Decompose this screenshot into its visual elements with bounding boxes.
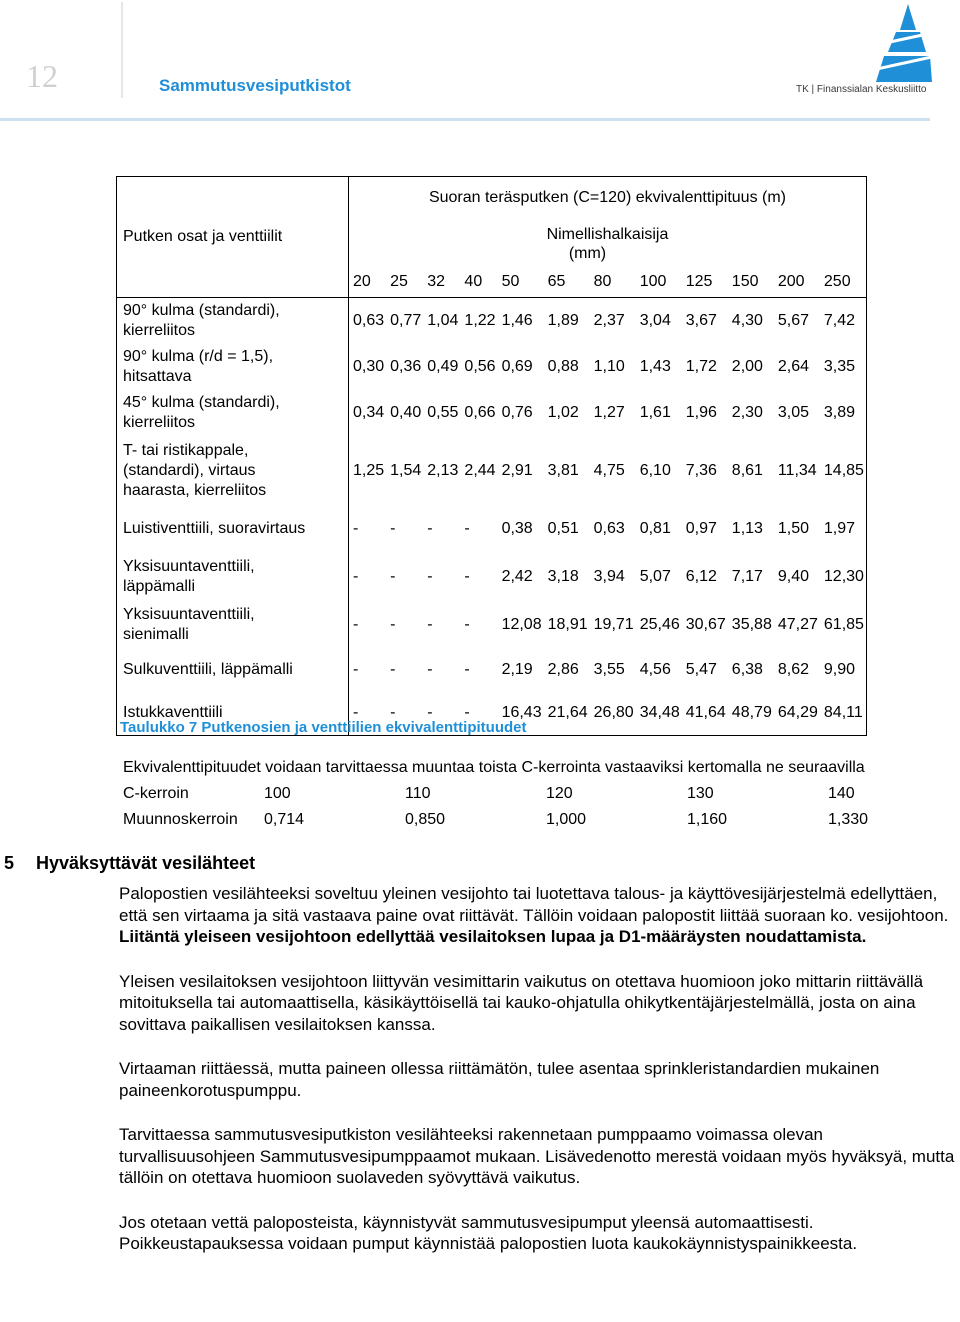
table-cell: 0,51 xyxy=(547,519,579,537)
table-cell: - xyxy=(390,660,396,678)
table-cell: 1,54 xyxy=(390,461,422,479)
table-cell: - xyxy=(464,519,470,537)
table-cell: 1,04 xyxy=(423,298,460,344)
table-cell: 64,29 xyxy=(774,692,820,736)
row-label xyxy=(117,648,349,692)
row-label xyxy=(117,390,349,436)
table-cell: - xyxy=(427,519,433,537)
c-factor-value: 100 xyxy=(264,785,291,802)
table-row xyxy=(117,436,867,506)
diameter-value: 32 xyxy=(427,273,446,291)
table-caption: Taulukko 7 Putkenosien ja venttiilien ekvivalenttipituudet xyxy=(120,719,527,736)
table-cell: - xyxy=(464,660,470,678)
c-factor-label: C-kerroin xyxy=(123,785,189,802)
table-cell: 19,71 xyxy=(593,615,634,633)
c-factor-value: 120 xyxy=(546,785,573,802)
diameter-value: 200 xyxy=(777,273,805,291)
table-row xyxy=(117,390,867,436)
table-cell: - xyxy=(349,506,387,552)
multiplier-value: 1,330 xyxy=(828,811,869,828)
document-title: Sammutusvesiputkistot xyxy=(159,76,351,95)
table-cell: 6,12 xyxy=(685,567,717,585)
table-cell: 0,40 xyxy=(390,403,422,421)
table-cell: 7,36 xyxy=(685,461,717,479)
row-label xyxy=(117,298,349,344)
table-cell: 1,89 xyxy=(544,298,590,344)
row-label-line: Istukkaventtiili xyxy=(123,704,223,722)
row-label-line: kierreliitos xyxy=(123,321,196,339)
table-cell: - xyxy=(423,692,460,736)
row-label xyxy=(117,344,349,390)
row-label xyxy=(117,436,349,506)
row-label-line: (standardi), virtaus xyxy=(123,461,256,479)
table-cell: 3,89 xyxy=(820,390,867,436)
paragraph-text: Palopostien vesilähteeksi soveltuu yleinen vesijohto tai luotettava talous- ja käyttövesijärjestelmä edellyttäen, että sen virtaama ja sitä vastaava paine ovat riittävät. Tällöin voidaan palopostit liittää suoraan ko. vesijohtoon. xyxy=(119,884,949,925)
table-cell: 1,43 xyxy=(639,357,671,375)
row-label-line: Luistiventtiili, suoravirtaus xyxy=(123,519,306,537)
table-cell: 1,02 xyxy=(547,403,579,421)
c-factor-row xyxy=(123,785,865,811)
table-cell: - xyxy=(427,660,433,678)
table-cell: 35,88 xyxy=(731,615,772,633)
table-cell: 2,91 xyxy=(501,461,533,479)
table-cell: 0,63 xyxy=(593,519,625,537)
table-cell: 0,76 xyxy=(501,403,533,421)
row-label-line: 90° kulma (r/d = 1,5), xyxy=(123,347,274,365)
table-cell: 4,30 xyxy=(728,298,774,344)
row-label xyxy=(117,602,349,648)
table-cell: 2,44 xyxy=(464,461,496,479)
table-cell: 34,48 xyxy=(636,692,682,736)
multiplier-row xyxy=(123,811,869,837)
row-label-line: Yksisuuntaventtiili, xyxy=(123,605,255,623)
table-cell: - xyxy=(349,648,387,692)
diameter-heading-line: Nimellishalkaisija xyxy=(546,225,669,243)
diameter-value: 20 xyxy=(349,268,387,298)
header-rule xyxy=(0,118,930,121)
table-title: Suoran teräsputken (C=120) ekvivalenttipituus (m) xyxy=(349,177,867,220)
table-cell: - xyxy=(390,519,396,537)
table-cell: 5,07 xyxy=(639,567,671,585)
multiplier-value: 1,000 xyxy=(546,811,587,828)
table-cell: 7,42 xyxy=(820,298,867,344)
table-cell: - xyxy=(427,567,433,585)
table-cell: 3,35 xyxy=(820,344,867,390)
table-cell: - xyxy=(464,615,470,633)
row-label-line: Yksisuuntaventtiili, xyxy=(123,557,255,575)
table-cell: 3,04 xyxy=(636,298,682,344)
table-cell: 3,55 xyxy=(593,660,625,678)
row-header-label: Putken osat ja venttiilit xyxy=(117,177,349,298)
multiplier-label: Muunnoskerroin xyxy=(123,811,238,828)
diameter-value: 250 xyxy=(820,268,867,298)
table-cell: 0,88 xyxy=(547,357,579,375)
table-cell: - xyxy=(460,692,497,736)
table-cell: 61,85 xyxy=(820,602,867,648)
table-cell: 0,69 xyxy=(501,357,533,375)
table-cell: 1,22 xyxy=(460,298,497,344)
row-label-line: hitsattava xyxy=(123,367,192,385)
table-row xyxy=(117,552,867,602)
conversion-block xyxy=(123,759,869,837)
row-label-line: T- tai ristikappale, xyxy=(123,441,249,459)
table-cell: 11,34 xyxy=(777,461,817,479)
page-number: 12 xyxy=(26,58,58,94)
table-cell: 2,13 xyxy=(427,461,459,479)
table-cell: 0,63 xyxy=(349,298,387,344)
table-cell: 1,27 xyxy=(593,403,625,421)
row-label-line: sienimalli xyxy=(123,625,189,643)
diameter-value: 40 xyxy=(464,273,483,291)
multiplier-value: 0,850 xyxy=(405,811,446,828)
table-cell: - xyxy=(386,692,423,736)
logo-text: TK | Finanssialan Keskusliitto xyxy=(796,84,927,95)
table-cell: 47,27 xyxy=(777,615,818,633)
table-cell: 0,97 xyxy=(685,519,717,537)
table-cell: 14,85 xyxy=(820,436,867,506)
body-text xyxy=(119,883,959,1278)
table-cell: 2,64 xyxy=(777,357,809,375)
table-cell: 3,05 xyxy=(777,403,809,421)
header-divider xyxy=(121,2,123,98)
table-cell: 1,10 xyxy=(593,357,625,375)
table-cell: 3,67 xyxy=(682,298,728,344)
paragraph-emphasis: Liitäntä yleiseen vesijohtoon edellyttää vesilaitoksen lupaa ja D1-määräysten noudattamista. xyxy=(119,927,867,946)
diameter-value: 150 xyxy=(731,273,759,291)
table-cell: - xyxy=(390,615,396,633)
diameter-value: 100 xyxy=(639,273,667,291)
row-label-line: läppämalli xyxy=(123,577,196,595)
multiplier-value: 1,160 xyxy=(687,811,728,828)
table-cell: 2,19 xyxy=(501,660,533,678)
table-cell: 1,96 xyxy=(685,403,717,421)
table-row xyxy=(117,602,867,648)
table-cell: 16,43 xyxy=(498,692,544,736)
diameter-heading-unit: (mm) xyxy=(568,244,607,262)
diameter-value: 25 xyxy=(390,273,408,291)
diameter-value: 50 xyxy=(501,273,520,291)
table-cell: 7,17 xyxy=(731,567,763,585)
table-cell: 84,11 xyxy=(820,692,867,736)
table-cell: 4,75 xyxy=(593,461,625,479)
table-cell: 6,38 xyxy=(731,660,763,678)
row-label xyxy=(117,552,349,602)
table-cell: 1,61 xyxy=(639,403,671,421)
paragraph: Jos otetaan vettä paloposteista, käynnistyvät sammutusvesipumput yleensä automaattisesti. Poikkeustapauksessa voidaan pumput käynnistää palopostien luota kaukokäynnistyspainikkeesta. xyxy=(119,1212,858,1253)
c-factor-value: 130 xyxy=(687,785,714,802)
table-cell: 5,67 xyxy=(774,298,820,344)
table-cell: 18,91 xyxy=(547,615,588,633)
diameter-value: 65 xyxy=(547,273,566,291)
section-number: 5 xyxy=(4,853,15,873)
table-cell: 1,13 xyxy=(731,519,763,537)
table-cell: 21,64 xyxy=(544,692,590,736)
paragraph: Tarvittaessa sammutusvesiputkiston vesilähteeksi rakennetaan pumppaamo voimassa olevan turvallisuusohjeen Sammutusvesipumppaamot mukaan. Lisävedenotto merestä voidaan myös hyväksyä, mutta tällöin on otettava huomioon suolaveden syövyttävä vaikutus. xyxy=(119,1125,955,1187)
table-cell: 0,81 xyxy=(639,519,671,537)
table-cell: 8,62 xyxy=(777,660,809,678)
table-cell: 4,56 xyxy=(639,660,671,678)
table-cell: 2,42 xyxy=(501,567,533,585)
row-label-line: 45° kulma (standardi), xyxy=(123,393,280,411)
table-cell: 1,72 xyxy=(685,357,717,375)
table-cell: 0,77 xyxy=(386,298,423,344)
table-cell: 3,81 xyxy=(547,461,579,479)
c-factor-value: 140 xyxy=(828,785,855,802)
c-factor-value: 110 xyxy=(405,785,431,802)
row-label-line: 90° kulma (standardi), xyxy=(123,301,280,319)
table-cell: 9,40 xyxy=(777,567,809,585)
table-header-row xyxy=(117,177,867,220)
table-cell: 2,86 xyxy=(547,660,579,678)
table-cell: 1,46 xyxy=(498,298,544,344)
table-cell: 3,94 xyxy=(593,567,625,585)
row-label-line: Sulkuventtiili, läppämalli xyxy=(123,660,293,678)
table-cell: 0,49 xyxy=(427,357,459,375)
table-cell: - xyxy=(464,567,470,585)
table-cell: 0,56 xyxy=(464,357,496,375)
table-cell: 2,37 xyxy=(590,298,636,344)
equivalent-length-table xyxy=(116,176,867,736)
diameter-value: 125 xyxy=(685,273,713,291)
table-row xyxy=(117,298,867,344)
table-cell: 5,47 xyxy=(685,660,717,678)
conversion-intro: Ekvivalenttipituudet voidaan tarvittaessa muuntaa toista C-kerrointa vastaaviksi kertomalla ne seuraavilla xyxy=(123,759,865,776)
table-cell: 26,80 xyxy=(590,692,636,736)
table-cell: 41,64 xyxy=(682,692,728,736)
table-row xyxy=(117,648,867,692)
table-cell: 0,66 xyxy=(464,403,496,421)
table-cell: 0,38 xyxy=(501,519,533,537)
table-cell: 0,36 xyxy=(390,357,422,375)
paragraph: Virtaaman riittäessä, mutta paineen ollessa riittämätön, tulee asentaa sprinkleristandardien mukainen paineenkorotuspumppu. xyxy=(119,1059,880,1100)
paragraph xyxy=(119,883,959,948)
table-cell: 0,55 xyxy=(427,403,459,421)
table-row xyxy=(117,506,867,552)
table-cell: - xyxy=(349,552,387,602)
section-heading xyxy=(4,853,255,874)
table-cell: 2,00 xyxy=(731,357,763,375)
table-row xyxy=(117,344,867,390)
paragraph: Yleisen vesilaitoksen vesijohtoon liittyvän vesimittarin vaikutus on otettava huomioon joko mittarin riittävällä mitoituksella tai automaattisella, käsikäyttöisellä tai kauko-ohjatulla ohikytkentäjärjestelmällä, josta on aina sovittava paikallisen vesilaitoksen kanssa. xyxy=(119,971,924,1034)
multiplier-value: 0,714 xyxy=(264,811,305,828)
row-label-line: haarasta, kierreliitos xyxy=(123,481,267,499)
row-label xyxy=(117,506,349,552)
table-cell: 0,30 xyxy=(349,344,387,390)
diameter-heading xyxy=(349,220,867,268)
table-cell: 30,67 xyxy=(685,615,726,633)
table-cell: 8,61 xyxy=(731,461,763,479)
diameter-value: 80 xyxy=(593,273,612,291)
table-cell: 12,08 xyxy=(501,615,542,633)
row-label-line: kierreliitos xyxy=(123,413,196,431)
table-cell: 3,18 xyxy=(547,567,579,585)
table-cell: 9,90 xyxy=(820,648,867,692)
table-cell: - xyxy=(349,602,387,648)
section-title: Hyväksyttävät vesilähteet xyxy=(36,853,256,873)
table-cell: 48,79 xyxy=(728,692,774,736)
table-cell: 1,97 xyxy=(820,506,867,552)
table-cell: 6,10 xyxy=(639,461,671,479)
table-cell: 1,50 xyxy=(777,519,809,537)
table-cell: - xyxy=(390,567,396,585)
table-cell: - xyxy=(427,615,433,633)
table-cell: 12,30 xyxy=(820,552,867,602)
table-cell: 25,46 xyxy=(639,615,680,633)
table-cell: 1,25 xyxy=(349,436,387,506)
table-cell: 0,34 xyxy=(349,390,387,436)
table-cell: - xyxy=(349,692,387,736)
table-cell: 2,30 xyxy=(731,403,763,421)
